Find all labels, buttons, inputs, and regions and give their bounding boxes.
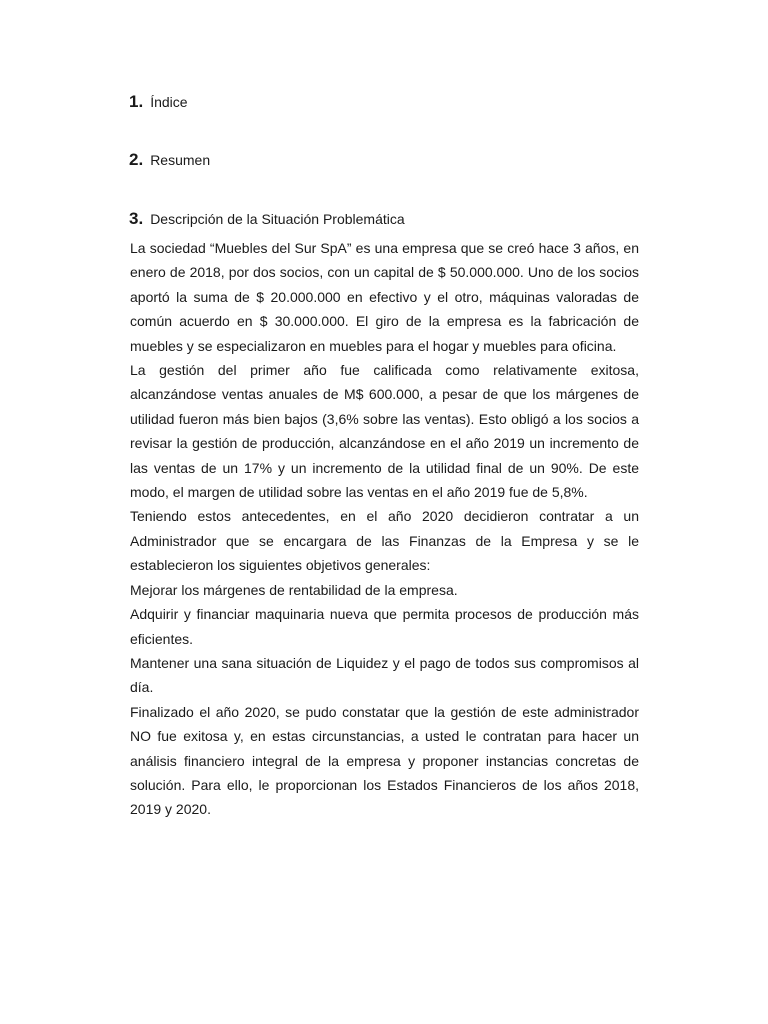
heading-number: 2. xyxy=(129,150,144,169)
paragraph-objective-2: Adquirir y financiar maquinaria nueva que permita procesos de producción más eficientes. xyxy=(130,606,639,647)
paragraph-objective-3: Mantener una sana situación de Liquidez y el pago de todos sus compromisos al día. xyxy=(130,654,639,696)
paragraph-first-year: La gestión del primer año fue calificada como relativamente exitosa, alcanzándose ventas anuales de M$ 600.000, a pesar de que los márgenes de utilidad fueron más bien bajos (3,6% sobre las ventas). Esto obligó a los socios a revisar la gestión de producción, alcanzándose en el año 2019 un incremento de las ventas de un 17% y un incremento de la utilidad final de un 90%. De este modo, el margen de utilidad sobre las ventas en el año 2019 fue de 5,8%. xyxy=(130,362,639,501)
heading-number: 1. xyxy=(129,92,144,111)
heading-descripcion xyxy=(129,209,405,229)
section-body xyxy=(130,236,639,822)
heading-title: Resumen xyxy=(150,152,211,168)
paragraph-administrator: Teniendo estos antecedentes, en el año 2020 decidieron contratar a un Administrador que se encargara de las Finanzas de la Empresa y se le establecieron los siguientes objetivos generales: xyxy=(130,508,639,574)
heading-title: Índice xyxy=(150,94,188,110)
heading-title: Descripción de la Situación Problemática xyxy=(150,211,405,227)
paragraph-conclusion: Finalizado el año 2020, se pudo constatar que la gestión de este administrador NO fue exitosa y, en estas circunstancias, a usted le contratan para hacer un análisis financiero integral de la empresa y proponer instancias concretas de solución. Para ello, le proporcionan los Estados Financieros de los años 2018, 2019 y 2020. xyxy=(130,703,639,818)
paragraph-objective-1: Mejorar los márgenes de rentabilidad de la empresa. xyxy=(130,581,458,598)
heading-number: 3. xyxy=(129,209,144,228)
heading-resumen xyxy=(129,150,210,170)
heading-indice xyxy=(129,92,188,112)
paragraph-company-origin: La sociedad “Muebles del Sur SpA” es una empresa que se creó hace 3 años, en enero de 2018, por dos socios, con un capital de $ 50.000.000. Uno de los socios aportó la suma de $ 20.000.000 en efectivo y el otro, máquinas valoradas de común acuerdo en $ 30.000.000. El giro de la empresa es la fabricación de muebles y se especializaron en muebles para el hogar y muebles para oficina. xyxy=(130,240,639,354)
